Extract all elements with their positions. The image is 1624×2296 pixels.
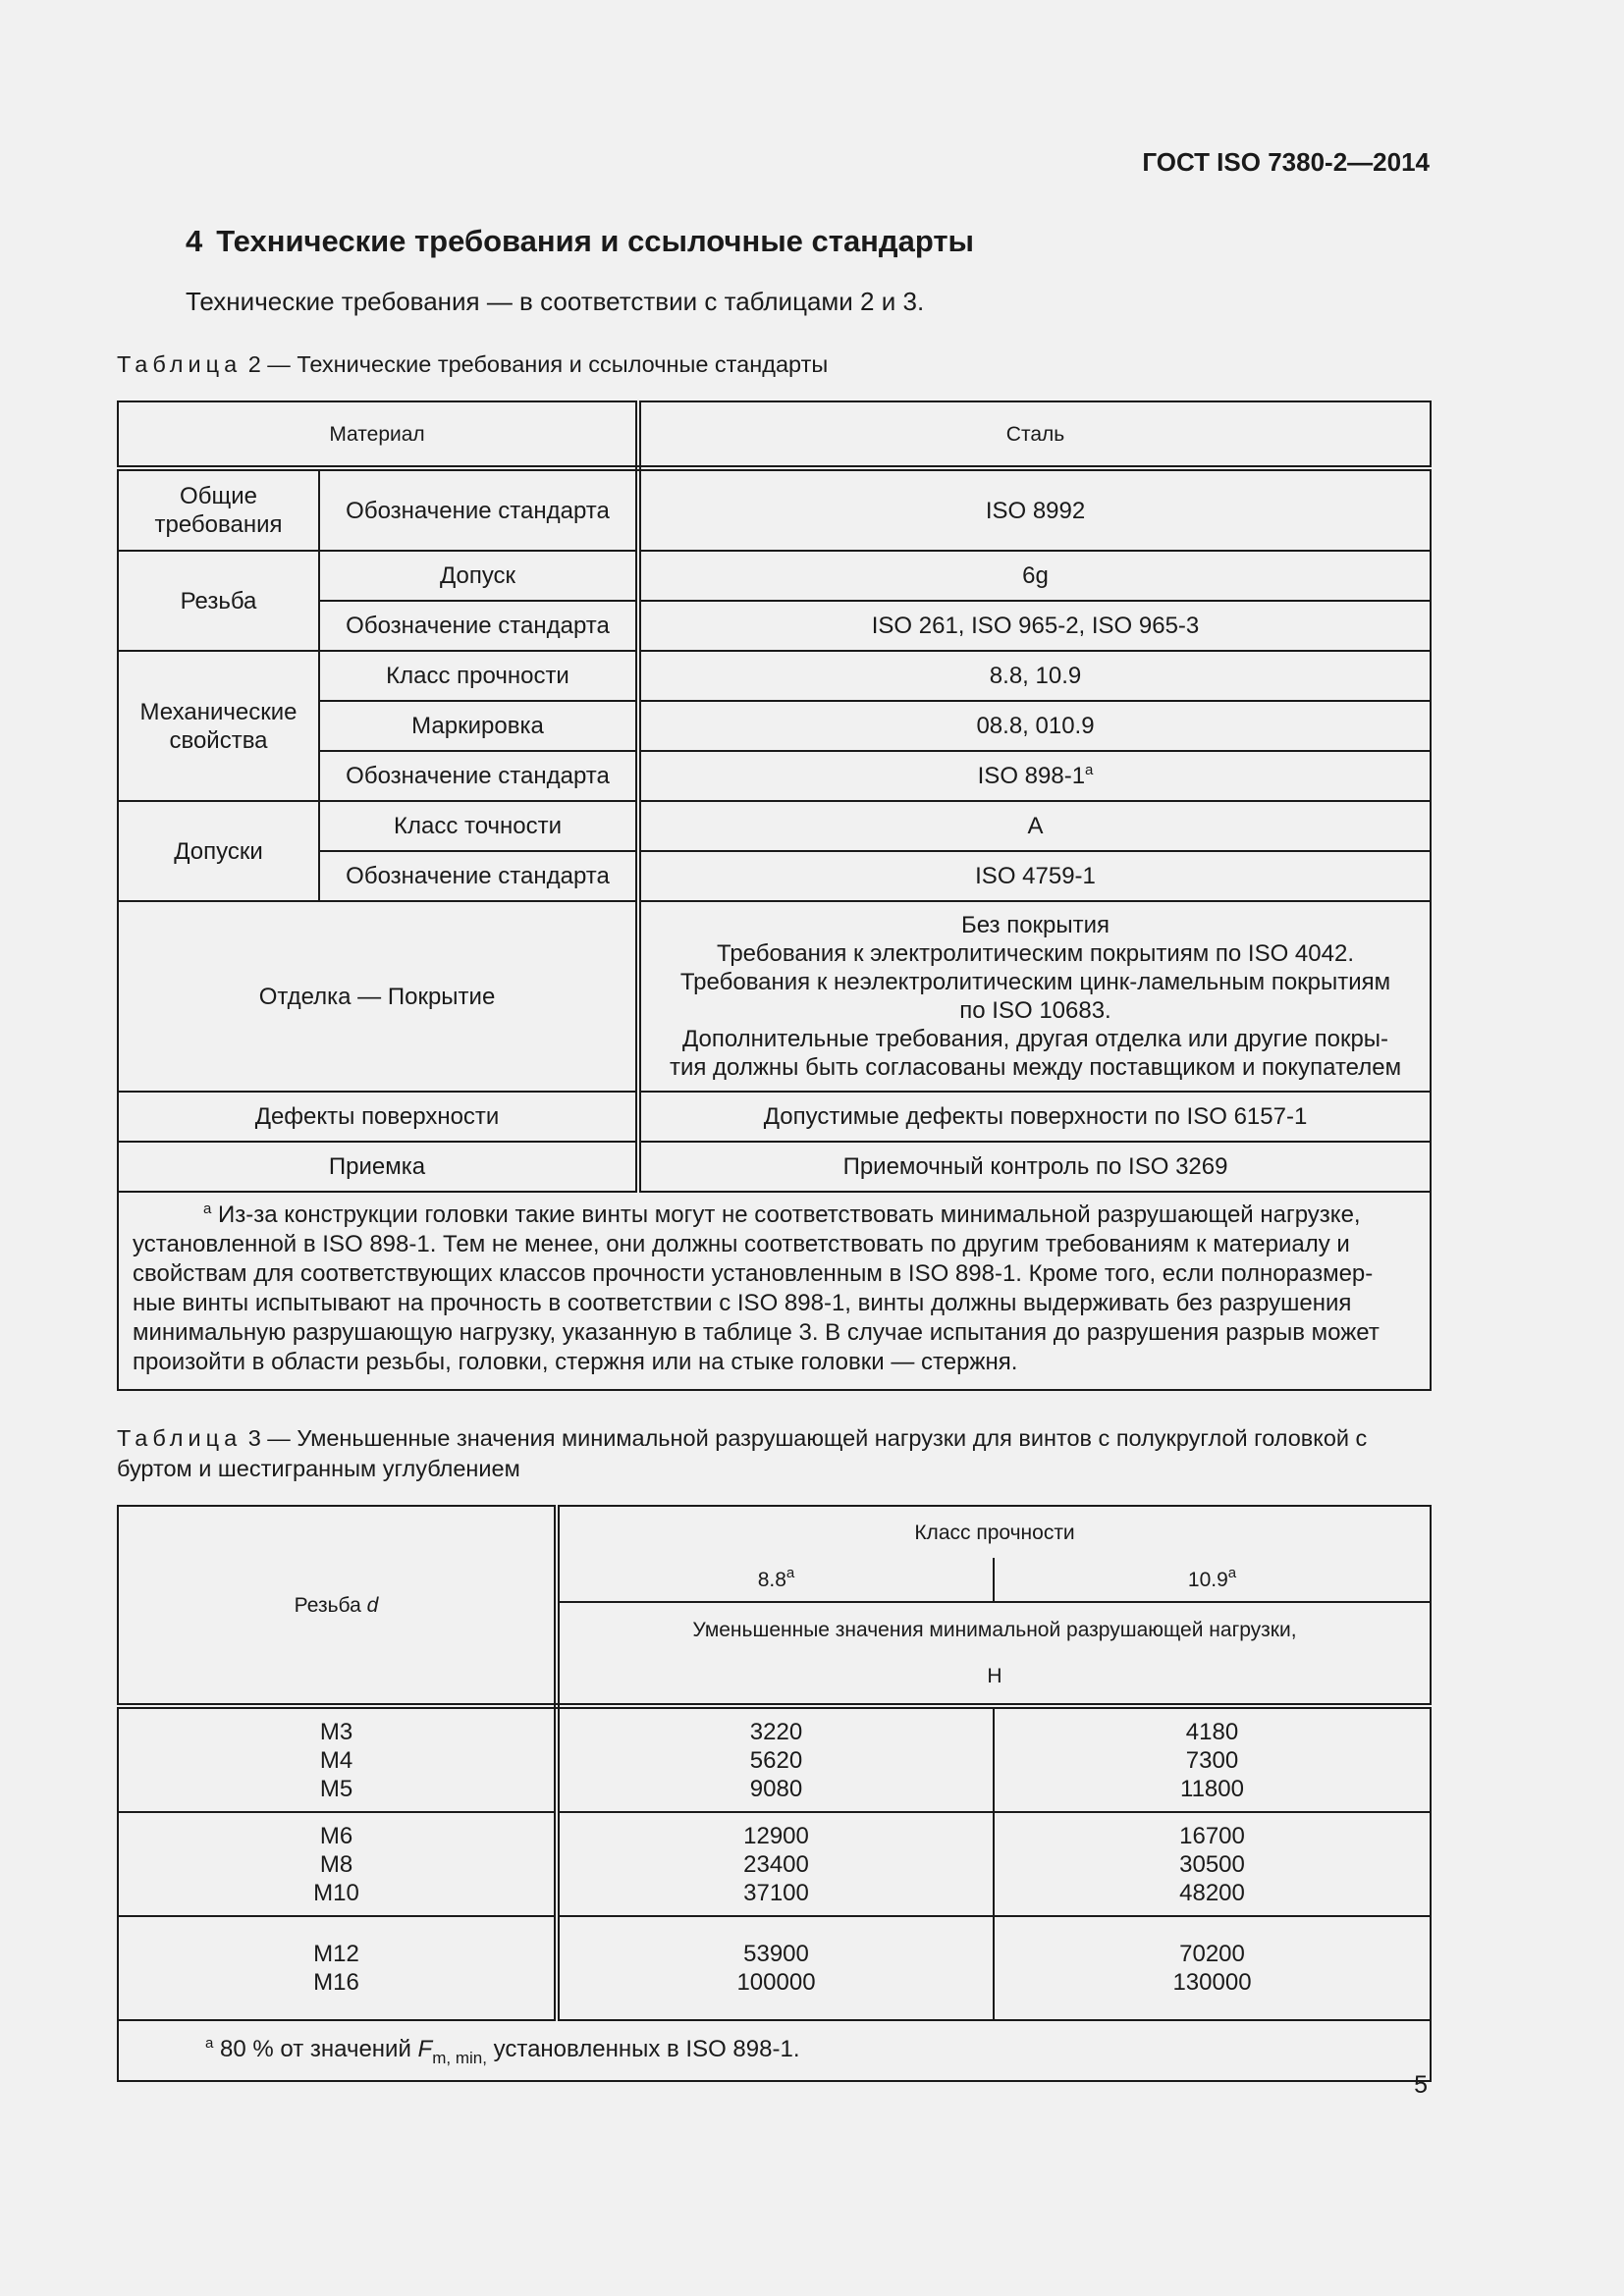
t3-thread: M10	[313, 1879, 359, 1906]
t3-thread: M5	[319, 1775, 353, 1802]
t2-footnote-line: Из-за конструкции головки такие винты могут не соответствовать минимальной разрушающей нагрузке,	[218, 1201, 1361, 1228]
table-3	[117, 1505, 1432, 2082]
t2-general-std-label: Обозначение стандарта	[319, 468, 638, 551]
t2-finish-line: по ISO 10683.	[959, 997, 1111, 1024]
t2-mech-std-footnote-mark: a	[1085, 762, 1094, 778]
t3-header-thread	[118, 1506, 557, 1706]
t3-threads-cell	[118, 1812, 557, 1916]
t2-footnote-line: произойти в области резьбы, головки, стержня или на стыке головки — стержня.	[133, 1349, 1018, 1375]
t3-thread: M16	[313, 1969, 359, 1996]
t3-footnote-post: установленных в ISO 898-1.	[493, 2035, 800, 2062]
t3-value-88: 100000	[736, 1969, 816, 1996]
t2-defects-label: Дефекты поверхности	[118, 1092, 638, 1142]
t3-value-109: 4180	[1185, 1718, 1239, 1745]
t3-88-cell	[557, 1706, 994, 1812]
table-2	[117, 400, 1432, 1391]
t3-header-109-label: 10.9	[1187, 1568, 1228, 1591]
t3-value-88: 9080	[749, 1775, 803, 1802]
t2-acceptance-label: Приемка	[118, 1142, 638, 1192]
t3-thread: M8	[319, 1850, 353, 1878]
t3-value-88: 5620	[749, 1746, 803, 1774]
section-number: 4	[186, 224, 203, 258]
t2-thread-std-label: Обозначение стандарта	[319, 601, 638, 651]
t2-tol-std-value: ISO 4759-1	[638, 851, 1431, 901]
t3-value-109: 130000	[1172, 1969, 1252, 1996]
t3-value-109: 70200	[1179, 1941, 1245, 1967]
t3-footnote-symbol: F	[417, 2035, 433, 2062]
t3-footnote-subscript: m, min,	[432, 2048, 487, 2067]
t3-threads-cell	[118, 1706, 557, 1812]
t3-header-load	[557, 1602, 1431, 1706]
t3-88-cell	[557, 1812, 994, 1916]
t2-footnote-mark: a	[203, 1201, 212, 1217]
t3-thread: M4	[319, 1746, 353, 1774]
section-title	[186, 224, 974, 259]
t2-defects-value: Допустимые дефекты поверхности по ISO 6157-1	[638, 1092, 1431, 1142]
t2-tol-acc-label: Класс точности	[319, 801, 638, 851]
t3-header-thread-label: Резьба	[294, 1593, 361, 1617]
t3-value-109: 7300	[1185, 1746, 1239, 1774]
t3-header-class: Класс прочности	[557, 1506, 1431, 1558]
t2-mech-std-label: Обозначение стандарта	[319, 751, 638, 801]
t3-footnote-mark: a	[205, 2034, 214, 2052]
t2-general-group: Общие требования	[118, 468, 319, 551]
t3-header-thread-symbol: d	[366, 1593, 379, 1617]
t3-109-cell	[994, 1812, 1431, 1916]
t2-footnote-first-line	[133, 1201, 1416, 1230]
table2-caption	[117, 349, 828, 380]
t3-header-unit: Н	[987, 1665, 1002, 1687]
t2-footnote	[118, 1192, 1431, 1390]
t2-footnote-line: минимальную разрушающую нагрузку, указанную в таблице 3. В случае испытания до разрушения разрыв может	[133, 1319, 1380, 1346]
t2-acceptance-value: Приемочный контроль по ISO 3269	[638, 1142, 1431, 1192]
t2-thread-std-value: ISO 261, ISO 965-2, ISO 965-3	[638, 601, 1431, 651]
t3-value-109: 30500	[1179, 1850, 1245, 1878]
t3-thread: M12	[313, 1941, 359, 1967]
t2-footnote-line: свойствам для соответствующих классов прочности установленным в ISO 898-1. Кроме того, если полноразмер-	[133, 1260, 1374, 1287]
t3-109-cell	[994, 1706, 1431, 1812]
t2-finish-line: Требования к электролитическим покрытиям по ISO 4042.	[717, 940, 1354, 967]
t3-footnote-pre: 80 % от значений	[220, 2035, 411, 2062]
t3-value-88: 37100	[743, 1879, 809, 1906]
section-intro: Технические требования — в соответствии с таблицами 2 и 3.	[186, 287, 925, 316]
t3-header-88-mark: a	[785, 1564, 795, 1581]
t3-88-cell	[557, 1916, 994, 2020]
t3-header-109	[994, 1558, 1431, 1602]
t2-mech-group: Механические свойства	[118, 651, 319, 801]
t2-mech-class-value: 8.8, 10.9	[638, 651, 1431, 701]
table2-caption-word: Таблица	[117, 351, 243, 377]
t2-mech-mark-value: 08.8, 010.9	[638, 701, 1431, 751]
table2-caption-text: 2 — Технические требования и ссылочные стандарты	[247, 351, 829, 377]
t2-mech-std-value: ISO 898-1	[977, 763, 1086, 789]
t3-value-109: 11800	[1180, 1775, 1244, 1802]
t2-thread-group: Резьба	[118, 551, 319, 651]
t2-finish-line: Без покрытия	[960, 912, 1110, 938]
table3-caption-text: 3 — Уменьшенные значения минимальной разрушающей нагрузки для винтов с полукруглой головкой с буртом и шестигранным углублением	[117, 1425, 1368, 1481]
t2-finish-line: тия должны быть согласованы между поставщиком и покупателем	[669, 1054, 1402, 1081]
t2-footnote-line: установленной в ISO 898-1. Тем не менее, они должны соответствовать по другим требованиям к материалу и	[133, 1231, 1350, 1257]
t3-header-88	[557, 1558, 994, 1602]
t2-tol-std-label: Обозначение стандарта	[319, 851, 638, 901]
section-title-text: Технические требования и ссылочные стандарты	[216, 224, 975, 258]
t3-header-load-text: Уменьшенные значения минимальной разрушающей нагрузки,	[692, 1619, 1297, 1641]
t3-header-109-mark: a	[1227, 1564, 1237, 1581]
t3-value-109: 16700	[1179, 1822, 1245, 1849]
table3-caption	[117, 1423, 1433, 1484]
t2-header-material: Материал	[118, 401, 638, 468]
t2-finish-line: Требования к неэлектролитическим цинк-ламельным покрытиям	[679, 969, 1391, 995]
t3-value-109: 48200	[1179, 1879, 1245, 1906]
t3-thread: M3	[319, 1718, 353, 1745]
t2-general-std-value: ISO 8992	[638, 468, 1431, 551]
t2-finish-label: Отделка — Покрытие	[118, 901, 638, 1092]
t2-mech-mark-label: Маркировка	[319, 701, 638, 751]
t3-footnote	[118, 2020, 1431, 2081]
t3-thread: M6	[319, 1822, 353, 1849]
t2-finish-line: Дополнительные требования, другая отделка или другие покры-	[681, 1026, 1389, 1052]
t3-header-88-label: 8.8	[757, 1568, 786, 1591]
t2-tol-group: Допуски	[118, 801, 319, 901]
table3-caption-word: Таблица	[117, 1425, 243, 1451]
t3-value-88: 3220	[749, 1718, 803, 1745]
t2-footnote-line: ные винты испытывают на прочность в соответствии с ISO 898-1, винты должны выдерживать без разрушения	[133, 1290, 1352, 1316]
t2-mech-std-cell	[638, 751, 1431, 801]
page-number: 5	[1414, 2071, 1428, 2099]
t3-value-88: 23400	[743, 1850, 809, 1878]
t2-thread-tol-label: Допуск	[319, 551, 638, 601]
t2-header-steel: Сталь	[638, 401, 1431, 468]
t3-value-88: 53900	[743, 1941, 809, 1967]
t3-threads-cell	[118, 1916, 557, 2020]
t2-mech-class-label: Класс прочности	[319, 651, 638, 701]
t2-finish-value	[638, 901, 1431, 1092]
t3-value-88: 12900	[743, 1822, 809, 1849]
t2-tol-acc-value: A	[638, 801, 1431, 851]
t2-thread-tol-value: 6g	[638, 551, 1431, 601]
t3-109-cell	[994, 1916, 1431, 2020]
document-code: ГОСТ ISO 7380-2—2014	[1142, 147, 1430, 177]
